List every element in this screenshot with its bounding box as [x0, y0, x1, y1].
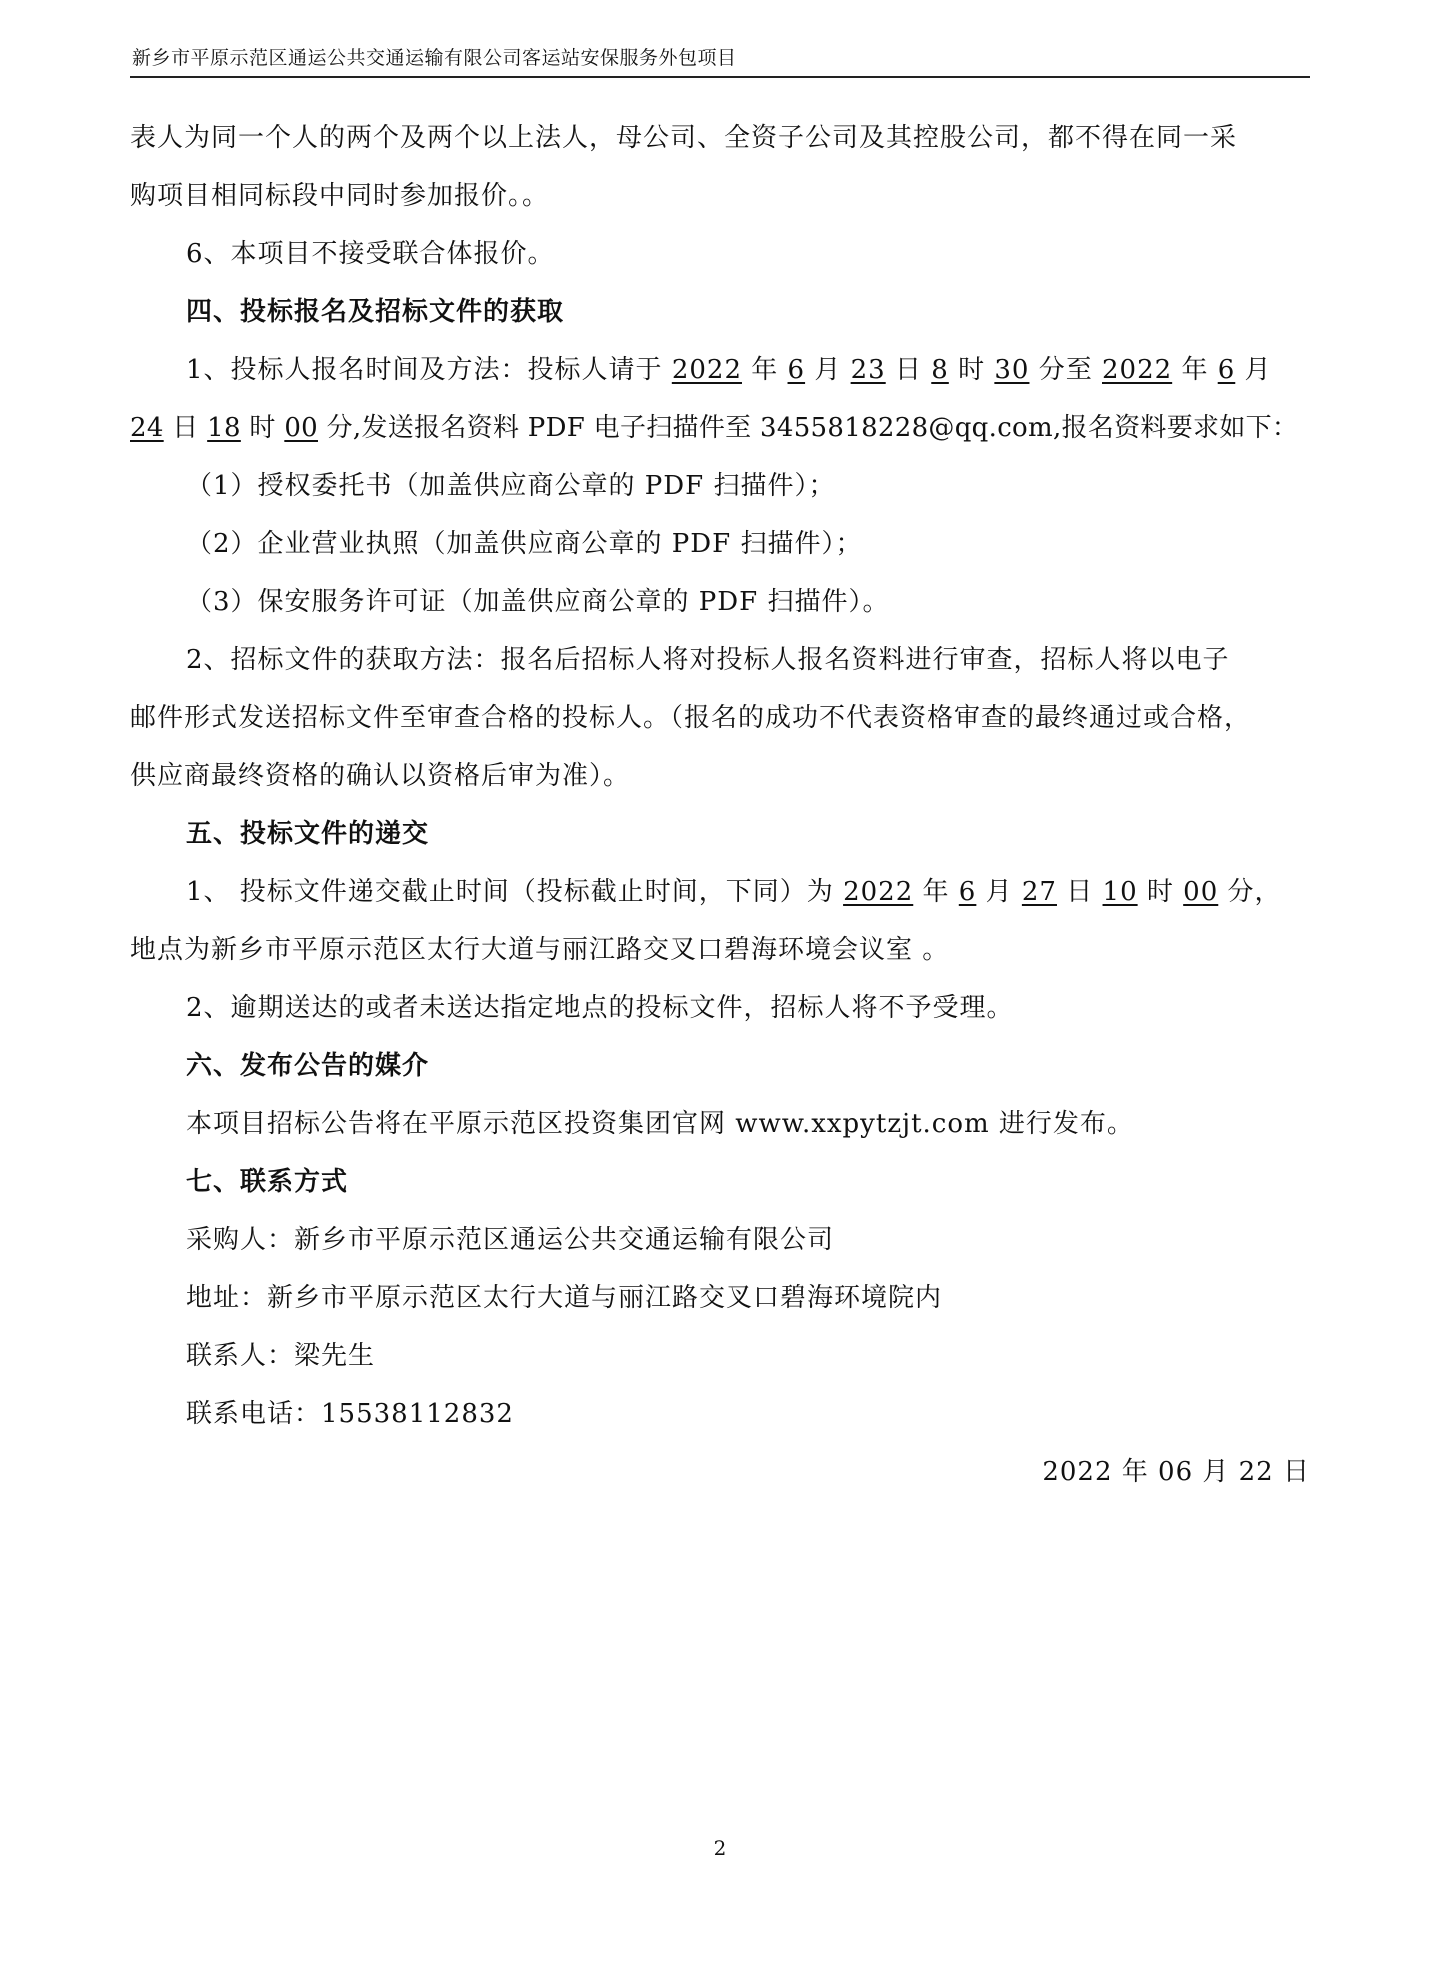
paragraph-line: 表人为同一个人的两个及两个以上法人，母公司、全资子公司及其控股公司，都不得在同一采: [130, 123, 1238, 153]
text-span: 时: [1146, 877, 1174, 907]
text-span: 分至: [1038, 355, 1093, 385]
registration-end-year: 2022: [1102, 355, 1173, 385]
paragraph-line: 购项目相同标段中同时参加报价。。: [130, 181, 550, 211]
page-number: 2: [713, 1836, 727, 1860]
registration-line-2: [130, 408, 1298, 448]
deadline-hour: 10: [1102, 877, 1138, 907]
paragraph-line: 本项目招标公告将在平原示范区投资集团官网 www.xxpytzjt.com 进行发布。: [186, 1109, 1134, 1139]
section-heading: 七、联系方式: [186, 1167, 349, 1197]
registration-start-minute: 30: [994, 355, 1030, 385]
registration-start-hour: 8: [931, 355, 949, 385]
registration-start-month: 6: [787, 355, 806, 385]
header-title: 新乡市平原示范区通运公共交通运输有限公司客运站安保服务外包项目: [132, 47, 737, 69]
text-span: 分,发送报名资料 PDF 电子扫描件至 3455818228@qq.com,报名资料要求如下：: [326, 413, 1299, 443]
text-span: 月: [814, 355, 842, 385]
registration-end-month: 6: [1217, 355, 1236, 385]
text-span: 时: [249, 413, 276, 443]
text-span: 分，: [1227, 877, 1282, 907]
text-span: 日: [894, 355, 922, 385]
text-span: 1、投标人报名时间及方法：投标人请于: [186, 355, 663, 385]
paragraph-line: 2、招标文件的获取方法：报名后招标人将对投标人报名资料进行审查，招标人将以电子: [186, 645, 1230, 675]
text-span: 年: [922, 877, 950, 907]
list-item: （1）授权委托书（加盖供应商公章的 PDF 扫描件）；: [186, 471, 836, 501]
registration-start-day: 23: [850, 355, 886, 385]
text-span: 1、 投标文件递交截止时间（投标截止时间，下同）为: [186, 877, 834, 907]
paragraph-line: 6、本项目不接受联合体报价。: [186, 239, 555, 269]
text-span: 月: [1244, 355, 1272, 385]
list-item: （3）保安服务许可证（加盖供应商公章的 PDF 扫描件）。: [186, 587, 890, 617]
contact-phone: 联系电话：15538112832: [186, 1399, 514, 1429]
section-heading: 四、投标报名及招标文件的获取: [186, 297, 565, 327]
text-span: 时: [958, 355, 986, 385]
text-span: 年: [1181, 355, 1209, 385]
paragraph-line: 2、逾期送达的或者未送达指定地点的投标文件，招标人将不予受理。: [186, 993, 1014, 1023]
paragraph-line: 供应商最终资格的确认以资格后审为准）。: [130, 761, 631, 791]
registration-line-1: [186, 350, 1272, 390]
deadline-year: 2022: [843, 877, 914, 907]
deadline-month: 6: [958, 877, 977, 907]
registration-end-day: 24: [130, 413, 164, 443]
registration-start-year: 2022: [671, 355, 742, 385]
contact-person: 联系人：梁先生: [186, 1341, 376, 1371]
section-heading: 六、发布公告的媒介: [186, 1051, 430, 1081]
paragraph-line: 邮件形式发送招标文件至审查合格的投标人。（报名的成功不代表资格审查的最终通过或合格，: [130, 703, 1252, 733]
contact-buyer: 采购人：新乡市平原示范区通运公共交通运输有限公司: [186, 1225, 835, 1255]
page-header: [130, 44, 1310, 78]
list-item: （2）企业营业执照（加盖供应商公章的 PDF 扫描件）；: [186, 529, 863, 559]
deadline-minute: 00: [1183, 877, 1219, 907]
text-span: 日: [1066, 877, 1094, 907]
contact-address: 地址：新乡市平原示范区太行大道与丽江路交叉口碧海环境院内: [186, 1283, 943, 1313]
document-date: 2022 年 06 月 22 日: [1042, 1457, 1310, 1487]
registration-end-hour: 18: [207, 413, 241, 443]
section-heading: 五、投标文件的递交: [186, 819, 430, 849]
text-span: 年: [751, 355, 779, 385]
deadline-line: [186, 872, 1282, 912]
text-span: 日: [172, 413, 199, 443]
text-span: 月: [985, 877, 1013, 907]
registration-end-minute: 00: [284, 413, 318, 443]
deadline-day: 27: [1021, 877, 1057, 907]
paragraph-line: 地点为新乡市平原示范区太行大道与丽江路交叉口碧海环境会议室 。: [130, 935, 950, 965]
